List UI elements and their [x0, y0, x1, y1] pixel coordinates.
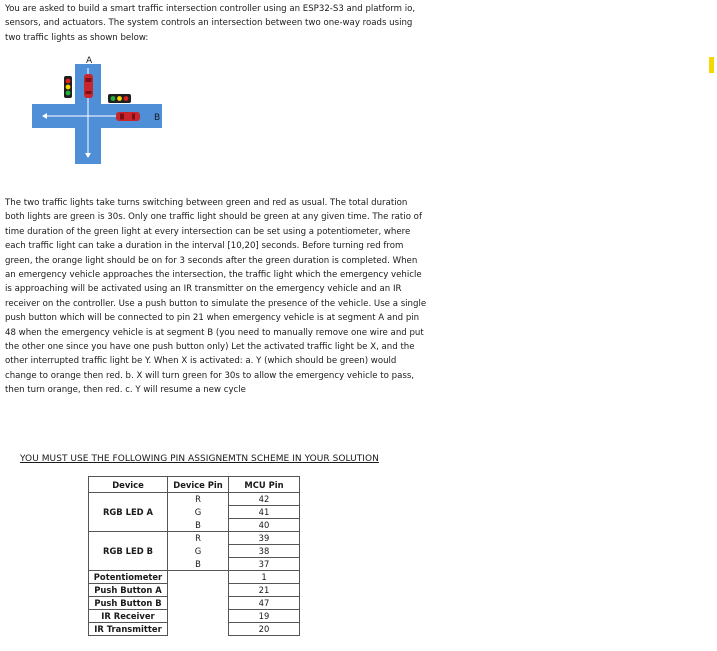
header-mcu-pin: MCU Pin — [229, 477, 300, 493]
table-header-row — [89, 477, 300, 493]
mcu-pin-cell: 37 — [229, 558, 300, 571]
mcu-pin-cell: 41 — [229, 506, 300, 519]
light-b-yellow — [117, 96, 122, 101]
mcu-pin-cell: 20 — [229, 623, 300, 636]
mcu-pin-cell: 39 — [229, 532, 300, 545]
intro-paragraph: You are asked to build a smart traffic intersection controller using an ESP32-S3 and platform io, sensors, and actuators. The system controls an intersection between two one-way roads using two traffic lights as shown below: — [5, 4, 416, 43]
mcu-pin-cell: 19 — [229, 610, 300, 623]
light-a-green — [66, 91, 71, 96]
device-cell: IR Receiver — [89, 610, 168, 623]
car-b-window — [120, 114, 124, 120]
car-a-rear — [86, 91, 92, 94]
table-row — [89, 532, 300, 545]
light-a-red — [66, 79, 71, 84]
device-pin-cell: G — [168, 506, 229, 519]
device-cell: IR Transmitter — [89, 623, 168, 636]
yellow-marker — [709, 57, 714, 73]
mcu-pin-cell: 47 — [229, 597, 300, 610]
device-pin-cell: B — [168, 558, 229, 571]
header-device: Device — [89, 477, 168, 493]
device-cell: RGB LED B — [89, 532, 168, 571]
device-cell: RGB LED A — [89, 493, 168, 532]
device-pin-cell: G — [168, 545, 229, 558]
intersection-diagram — [28, 54, 178, 166]
device-cell: Push Button A — [89, 584, 168, 597]
mcu-pin-cell: 1 — [229, 571, 300, 584]
device-cell: Potentiometer — [89, 571, 168, 584]
device-pin-cell-empty — [168, 571, 229, 636]
car-a-window — [86, 78, 92, 82]
segment-b-label: B — [154, 113, 161, 123]
device-pin-cell: R — [168, 493, 229, 506]
car-b-rear — [132, 114, 135, 120]
light-a-yellow — [66, 85, 71, 90]
light-b-red — [124, 96, 129, 101]
device-pin-cell: R — [168, 532, 229, 545]
pin-assignment-table — [88, 476, 300, 636]
segment-a-label: A — [86, 56, 93, 66]
mcu-pin-cell: 21 — [229, 584, 300, 597]
mcu-pin-cell: 42 — [229, 493, 300, 506]
device-pin-cell: B — [168, 519, 229, 532]
car-b — [116, 112, 140, 121]
header-device-pin: Device Pin — [168, 477, 229, 493]
device-cell: Push Button B — [89, 597, 168, 610]
mcu-pin-cell: 40 — [229, 519, 300, 532]
table-row — [89, 493, 300, 506]
pin-scheme-heading: YOU MUST USE THE FOLLOWING PIN ASSIGNEMTN SCHEME IN YOUR SOLUTION — [20, 454, 379, 464]
table-row — [89, 571, 300, 584]
light-b-green — [111, 96, 116, 101]
car-a — [84, 74, 93, 98]
mcu-pin-cell: 38 — [229, 545, 300, 558]
requirements-paragraph: The two traffic lights take turns switching between green and red as usual. The total duration both lights are green is 30s. Only one traffic light should be green at any given time. The ratio of time duration of the green light at every intersection can be set using a potentiometer, where each traffic light can take a duration in the interval [10,20] seconds. Before turning red from green, the orange light should be on for 3 seconds after the green duration is completed. When an emergency vehicle approaches the intersection, the traffic light which the emergency vehicle is approaching will be activated using an IR transmitter on the emergency vehicle and an IR receiver on the controller. Use a push button to simulate the presence of the vehicle. Use a single push button which will be connected to pin 21 when emergency vehicle is at segment A and pin 48 when the emergency vehicle is at segment B (you need to manually remove one wire and put the other one since you have one push button only) Let the activated traffic light be X, and the other interrupted traffic light be Y. When X is activated: a. Y (which should be green) would change to orange then red. b. X will turn green for 30s to allow the emergency vehicle to pass, then turn orange, then red. c. Y will resume a new cycle — [5, 198, 427, 396]
